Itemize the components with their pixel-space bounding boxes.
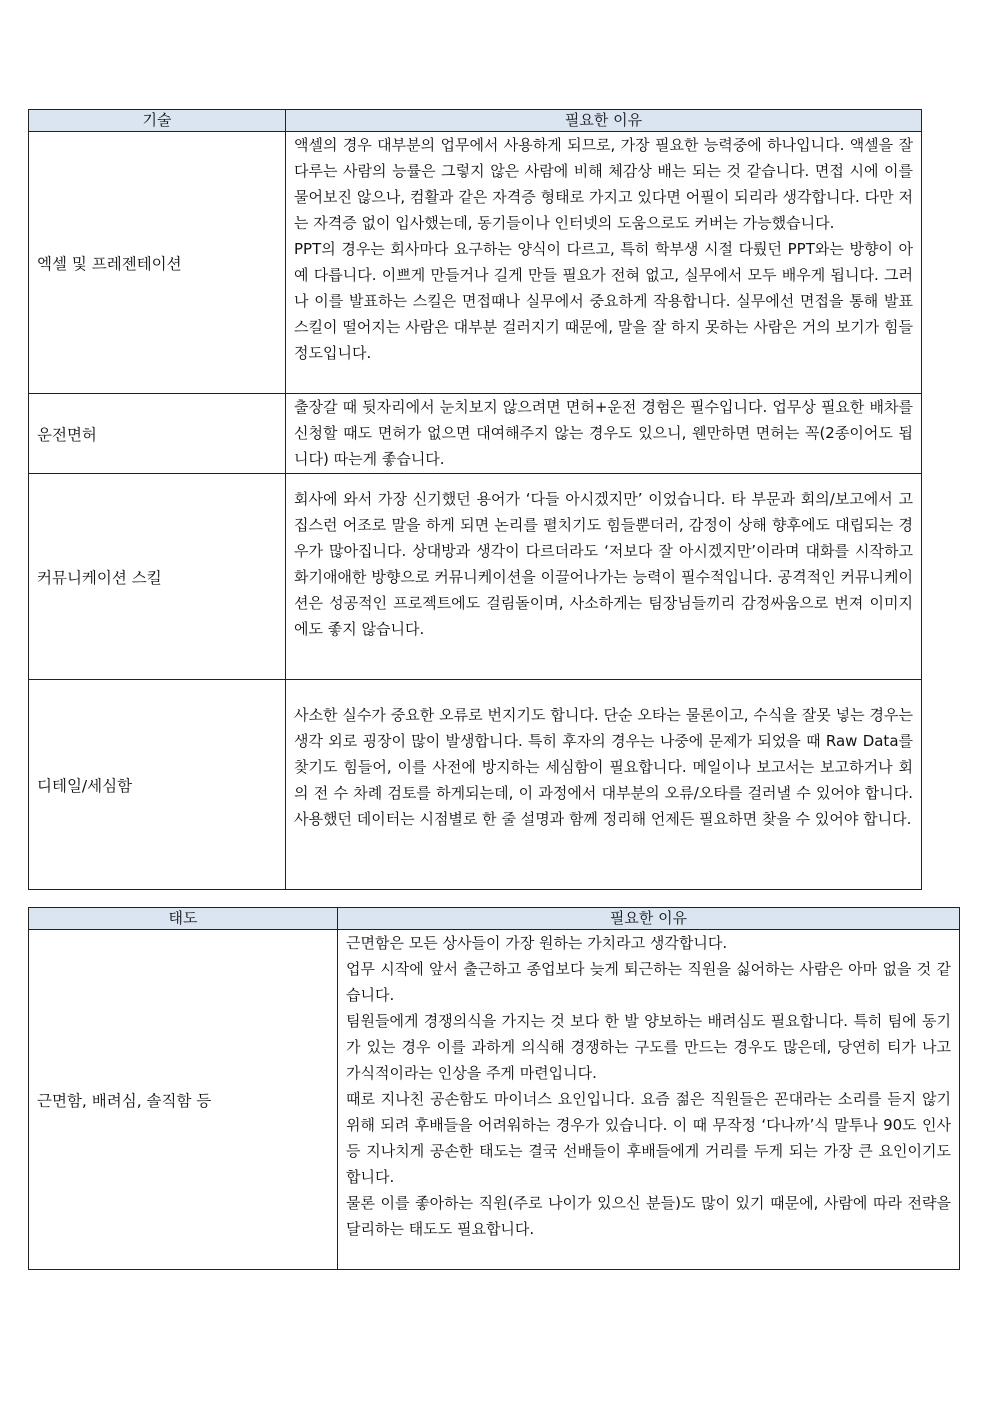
- row-label: 커뮤니케이션 스킬: [29, 474, 286, 680]
- attitude-header-row: [29, 908, 960, 930]
- table-row: [29, 680, 922, 890]
- reason-paragraph: 물론 이를 좋아하는 직원(주로 나이가 있으신 분들)도 많이 있기 때문에, 사람에 따라 전략을 달리하는 태도도 필요합니다.: [346, 1194, 951, 1238]
- skills-header-skill: 기술: [29, 110, 286, 132]
- row-label: 엑셀 및 프레젠테이션: [29, 132, 286, 394]
- skills-table: [28, 109, 922, 890]
- row-label: 근면함, 배려심, 솔직함 등: [29, 930, 338, 1270]
- row-reason: [286, 680, 922, 890]
- table-row: [29, 132, 922, 394]
- attitude-header-reason: 필요한 이유: [338, 908, 960, 930]
- row-reason: [286, 132, 922, 394]
- row-label: 운전면허: [29, 394, 286, 474]
- table-row: [29, 474, 922, 680]
- attitude-header-attitude: 태도: [29, 908, 338, 930]
- reason-paragraph: PPT의 경우는 회사마다 요구하는 양식이 다르고, 특히 학부생 시절 다뤘던 PPT와는 방향이 아예 다릅니다. 이쁘게 만들거나 길게 만들 필요가 전혀 없고, 실무에서 모두 배우게 됩니다. 그러나 이를 발표하는 스킬은 면접때나 실무에서 중요하게 작용합니다. 실무에선 면접을 통해 발표 스킬이 떨어지는 사람은 대부분 걸러지기 때문에, 말을 잘 하지 못하는 사람은 거의 보기가 힘들 정도입니다.: [294, 240, 913, 362]
- attitude-table: [28, 907, 960, 1270]
- row-reason: [286, 394, 922, 474]
- reason-paragraph: 회사에 와서 가장 신기했던 용어가 ‘다들 아시겠지만’ 이었습니다. 타 부문과 회의/보고에서 고집스런 어조로 말을 하게 되면 논리를 펼치기도 힘들뿐더러, 감정이 상해 향후에도 대립되는 경우가 많아집니다. 상대방과 생각이 다르더라도 ‘저보다 잘 아시겠지만’이라며 대화를 시작하고 화기애애한 방향으로 커뮤니케이션을 이끌어나가는 능력이 필수적입니다. 공격적인 커뮤니케이션은 성공적인 프로젝트에도 걸림돌이며, 사소하게는 팀장님들끼리 감정싸움으로 번져 이미지에도 좋지 않습니다.: [294, 490, 913, 638]
- skills-header-row: [29, 110, 922, 132]
- skills-header-reason: 필요한 이유: [286, 110, 922, 132]
- row-label: 디테일/세심함: [29, 680, 286, 890]
- reason-paragraph: 사소한 실수가 중요한 오류로 번지기도 합니다. 단순 오타는 물론이고, 수식을 잘못 넣는 경우는 생각 외로 굉장이 많이 발생합니다. 특히 후자의 경우는 나중에 문제가 되었을 때 Raw Data를 찾기도 힘들어, 이를 사전에 방지하는 세심함이 필요합니다. 메일이나 보고서는 보고하거나 회의 전 수 차례 검토를 하게되는데, 이 과정에서 대부분의 오류/오타를 걸러낼 수 있어야 합니다. 사용했던 데이터는 시점별로 한 줄 설명과 함께 정리해 언제든 필요하면 찾을 수 있어야 합니다.: [294, 706, 913, 828]
- reason-paragraph: 때로 지나친 공손함도 마이너스 요인입니다. 요즘 젊은 직원들은 꼰대라는 소리를 듣지 않기 위해 되려 후배들을 어려워하는 경우가 있습니다. 이 때 무작정 ‘다나까’식 말투나 90도 인사 등 지나치게 공손한 태도는 결국 선배들이 후배들에게 거리를 두게 되는 가장 큰 요인이기도 합니다.: [346, 1090, 951, 1186]
- row-reason: [338, 930, 960, 1270]
- reason-paragraph: 액셀의 경우 대부분의 업무에서 사용하게 되므로, 가장 필요한 능력중에 하나입니다. 액셀을 잘 다루는 사람의 능률은 그렇지 않은 사람에 비해 체감상 배는 되는 것 같습니다. 면접 시에 이를 물어보진 않으나, 컴활과 같은 자격증 형태로 가지고 있다면 어필이 되리라 생각합니다. 다만 저는 자격증 없이 입사했는데, 동기들이나 인터넷의 도움으로도 커버는 가능했습니다.: [294, 136, 913, 232]
- reason-paragraph: 업무 시작에 앞서 출근하고 종업보다 늦게 퇴근하는 직원을 싫어하는 사람은 아마 없을 것 같습니다.: [346, 960, 951, 1004]
- reason-paragraph: 출장갈 때 뒷자리에서 눈치보지 않으려면 면허+운전 경험은 필수입니다. 업무상 필요한 배차를 신청할 때도 면허가 없으면 대여해주지 않는 경우도 있으니, 웬만하면 면허는 꼭(2종이어도 됩니다) 따는게 좋습니다.: [294, 398, 913, 468]
- table-row: [29, 394, 922, 474]
- table-row: [29, 930, 960, 1270]
- row-reason: [286, 474, 922, 680]
- reason-paragraph: 팀원들에게 경쟁의식을 가지는 것 보다 한 발 양보하는 배려심도 필요합니다. 특히 팀에 동기가 있는 경우 이를 과하게 의식해 경쟁하는 구도를 만드는 경우도 많은데, 당연히 티가 나고 가식적이라는 인상을 주게 마련입니다.: [346, 1012, 951, 1082]
- reason-paragraph: 근면함은 모든 상사들이 가장 원하는 가치라고 생각합니다.: [346, 934, 728, 952]
